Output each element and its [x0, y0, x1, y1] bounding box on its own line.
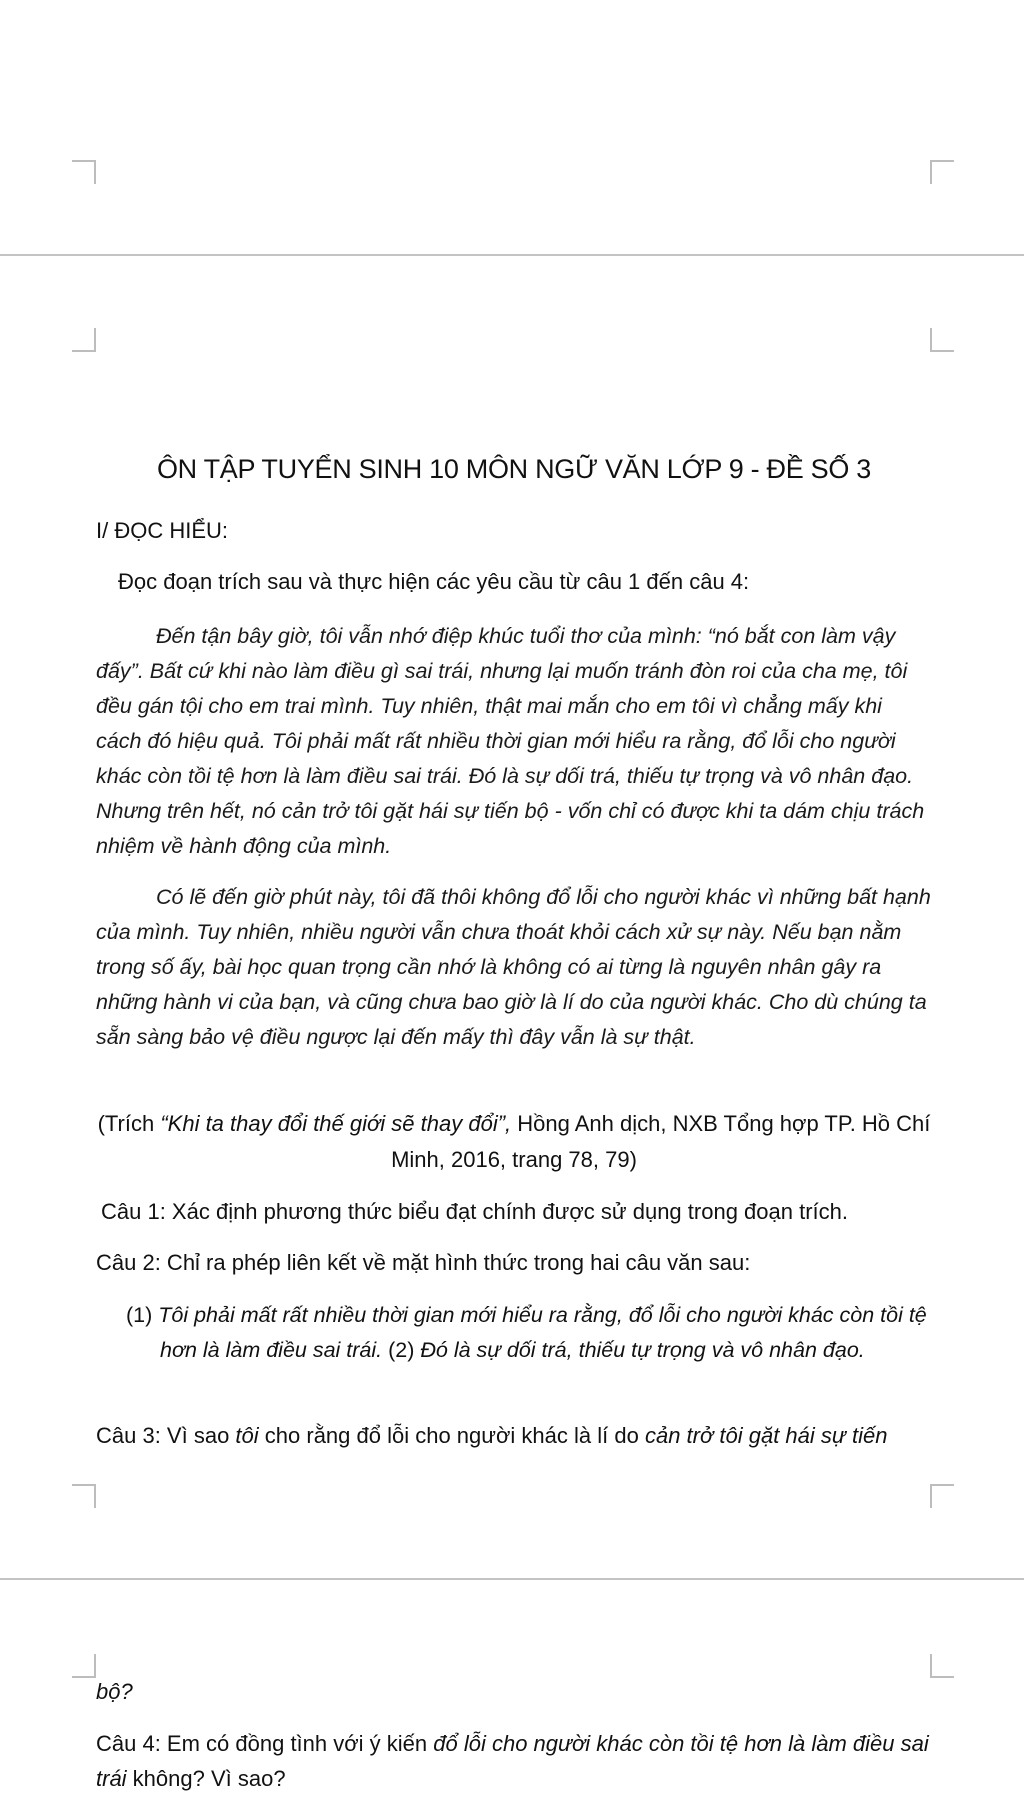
- question-3-continuation: bộ?: [96, 1679, 133, 1704]
- crop-mark-bottom-left-page2: [72, 1654, 96, 1678]
- page-separator-bottom: [0, 1578, 1024, 1580]
- q4-suffix: không? Vì sao?: [126, 1766, 286, 1791]
- question-2-sentences: [126, 1298, 966, 1368]
- q3-mid: cho rằng đổ lỗi cho người khác là lí do: [258, 1423, 645, 1448]
- document-title: ÔN TẬP TUYỂN SINH 10 MÔN NGỮ VĂN LỚP 9 - ĐỀ SỐ 3: [156, 454, 871, 484]
- q2-sentence-1: Tôi phải mất rất nhiều thời gian mới hiểu ra rằng, đổ lỗi cho người khác còn tồi tệ hơn là làm điều sai trái.: [158, 1303, 927, 1362]
- crop-mark-bottom-right-page2: [930, 1654, 954, 1678]
- crop-mark-top-left-page1-end: [72, 1484, 96, 1508]
- q3-em-1: tôi: [235, 1423, 259, 1448]
- instruction-text: Đọc đoạn trích sau và thực hiện các yêu cầu từ câu 1 đến câu 4:: [118, 569, 750, 594]
- citation-prefix: (Trích: [97, 1111, 161, 1136]
- passage-paragraph-1: Đến tận bây giờ, tôi vẫn nhớ điệp khúc tuổi thơ của mình: “nó bắt con làm vậy đấy”. Bất cứ khi nào làm điều gì sai trái, nhưng lại muốn tránh đòn roi của cha mẹ, tôi đều gán tội cho em trai mình. Tuy nhiên, thật mai mắn cho em tôi vì chẳng mấy khi cách đó hiệu quả. Tôi phải mất rất nhiều thời gian mới hiểu ra rằng, đổ lỗi cho người khác còn tồi tệ hơn là làm điều sai trái. Đó là sự dối trá, thiếu tự trọng và vô nhân đạo. Nhưng trên hết, nó cản trở tôi gặt hái sự tiến bộ - vốn chỉ có được khi ta dám chịu trách nhiệm về hành động của mình.: [96, 624, 925, 858]
- question-4: [96, 1726, 932, 1796]
- section-heading: I/ ĐỌC HIỂU:: [96, 518, 229, 543]
- page-separator-top: [0, 254, 1024, 256]
- citation-suffix: Hồng Anh dịch, NXB Tổng hợp TP. Hồ Chí Minh, 2016, trang 78, 79): [391, 1111, 931, 1172]
- question-3: [96, 1418, 887, 1453]
- q3-em-2: cản trở tôi gặt hái sự tiến: [644, 1423, 888, 1448]
- passage-paragraph-2: Có lẽ đến giờ phút này, tôi đã thôi không đổ lỗi cho người khác vì những bất hạnh của mình. Tuy nhiên, nhiều người vẫn chưa thoát khỏi cách xử sự này. Nếu bạn nằm trong số ấy, bài học quan trọng cần nhớ là không có ai từng là nguyên nhân gây ra những hành vi của bạn, và cũng chưa bao giờ là lí do của người khác. Cho dù chúng ta sẵn sàng bảo vệ điều ngược lại đến mấy thì đây vẫn là sự thật.: [96, 885, 931, 1049]
- q4-prefix: Câu 4: Em có đồng tình với ý kiến: [96, 1731, 434, 1756]
- question-2: Câu 2: Chỉ ra phép liên kết về mặt hình thức trong hai câu văn sau:: [96, 1250, 751, 1275]
- citation: [96, 1106, 932, 1178]
- q2-sentence-1-label: (1): [126, 1303, 159, 1327]
- crop-mark-top-left-page0: [72, 160, 96, 184]
- citation-book-title: “Khi ta thay đổi thế giới sẽ thay đổi”,: [160, 1111, 512, 1136]
- crop-mark-bottom-left-page1: [72, 328, 96, 352]
- q2-sentence-2: Đó là sự dối trá, thiếu tự trọng và vô nhân đạo.: [420, 1338, 865, 1362]
- q4-em: đổ lỗi cho người khác còn tồi tệ hơn là làm điều sai trái: [96, 1731, 929, 1791]
- crop-mark-top-right-page1-end: [930, 1484, 954, 1508]
- q3-prefix: Câu 3: Vì sao: [96, 1423, 236, 1448]
- crop-mark-bottom-right-page1: [930, 328, 954, 352]
- crop-mark-top-right-page0: [930, 160, 954, 184]
- q2-sentence-2-label: (2): [382, 1338, 421, 1362]
- question-1: Câu 1: Xác định phương thức biểu đạt chính được sử dụng trong đoạn trích.: [101, 1199, 848, 1224]
